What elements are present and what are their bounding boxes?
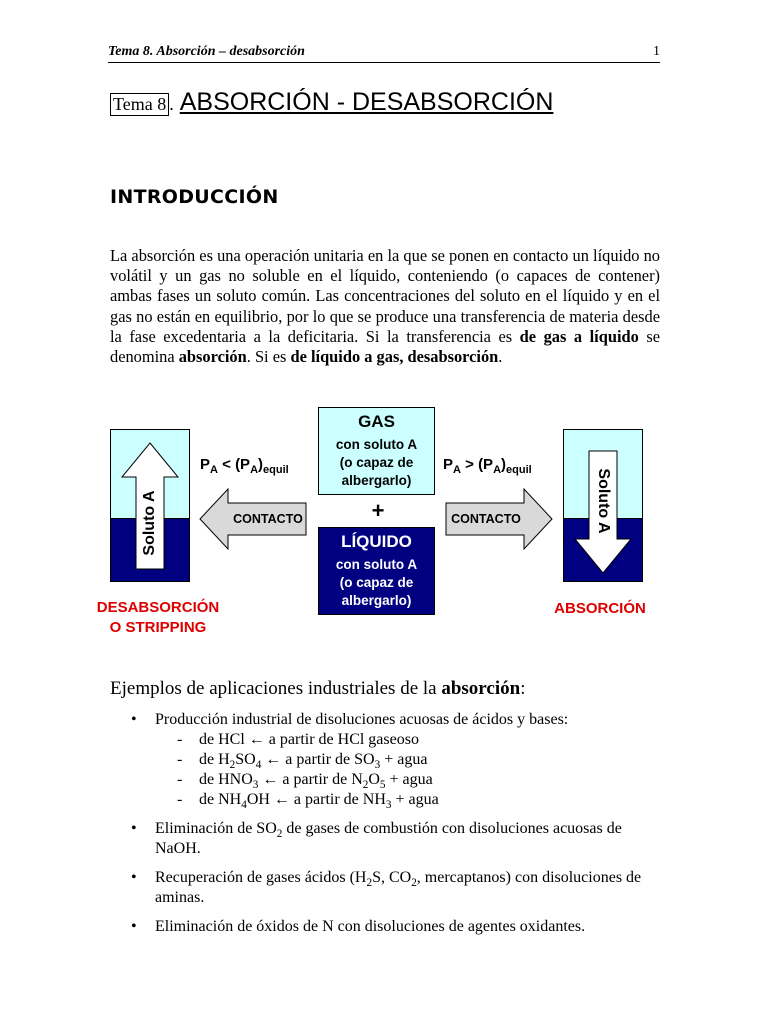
page-number: 1: [653, 44, 660, 59]
para-text-1: La absorción es una operación unitaria en la que se ponen en contacto un líquido no volátil y un gas no soluble en el líquido, conteniendo (o capaces de contener) ambas fases un soluto común. Las concentraciones del soluto en el líquido y en el gas no están en equilibrio, por lo que se produce una transferencia de materia desde la fase excedentaria a la deficitaria. Si la transferencia es: [110, 246, 660, 346]
para-bold-3: de líquido a gas, desabsorción: [290, 347, 499, 367]
section-heading-introduccion: INTRODUCCIÓN: [110, 186, 279, 208]
para-bold-1: de gas a líquido: [519, 326, 639, 346]
para-text-2: se denomina: [110, 326, 660, 367]
para-bold-2: absorción: [178, 347, 247, 367]
sub-item-nh4oh: - de $NH_4OH$ ← a partir de $NH_3$ + agua: [177, 790, 670, 810]
tema-label: Tema 8: [110, 93, 169, 116]
soluto-label-left: Soluto A: [141, 490, 158, 556]
contacto-right-label: CONTACTO: [451, 512, 521, 526]
para-text-3: . Si es: [246, 347, 291, 367]
liquid-title: LÍQUIDO: [341, 532, 412, 551]
list-item: • Eliminación de $SO_2$ de gases de combustión con disoluciones acuosas de NaOH.: [130, 819, 670, 859]
desorption-label-line1: DESABSORCIÓN: [96, 599, 220, 616]
liquid-sub-3: albergarlo): [341, 593, 412, 608]
contacto-left-label: CONTACTO: [233, 512, 303, 526]
desorption-label-line2: O STRIPPING: [109, 619, 207, 636]
sub-item-h2so4: - de $H_2SO_4$ ← a partir de $SO_3$ + agua: [177, 750, 670, 770]
gas-sub-3: albergarlo): [341, 473, 412, 488]
title-main: ABSORCIÓN - DESABSORCIÓN: [179, 88, 554, 116]
gas-title: GAS: [358, 412, 395, 431]
soluto-label-right: Soluto A: [595, 468, 612, 534]
condition-right: $P_A > (P_A)_{equil}$: [443, 456, 532, 476]
liquid-box: [318, 527, 435, 615]
gas-sub-1: con soluto A: [335, 437, 418, 452]
list-item: • Eliminación de óxidos de N con disoluciones de agentes oxidantes.: [130, 917, 670, 937]
list-item: • Recuperación de gases ácidos ($H_2S$, $CO_2$, mercaptanos) con disoluciones de aminas.: [130, 868, 670, 908]
header-title: Tema 8. Absorción – desabsorción: [108, 44, 305, 59]
sub-item-hno3: - de $HNO_3$ ← a partir de $N_2O_5$ + agua: [177, 770, 670, 790]
desorption-label: [88, 598, 228, 638]
para-text-4: .: [498, 347, 503, 367]
plus-sign: +: [371, 498, 385, 523]
list-item: • Producción industrial de disoluciones acuosas de ácidos y bases: - de HCl ← a partir de HCl gaseoso - de $H_2SO_4$ ← a partir de $SO_3$ + agua - de $HNO_3$ ← a partir de $N_2O_5$ + agua - de $NH_4OH$ ← a partir de $NH_3$ + agua: [130, 710, 670, 810]
sub-item-hcl: - de HCl ← a partir de HCl gaseoso: [177, 730, 670, 750]
liquid-sub-1: con soluto A: [335, 557, 418, 572]
sub-list: [155, 730, 670, 810]
tema-dot: .: [169, 94, 174, 114]
condition-left: $P_A < (P_A)_{equil}$: [200, 456, 289, 476]
examples-list: [130, 710, 670, 946]
gas-sub-2: (o capaz de: [339, 455, 414, 470]
absorption-label: ABSORCIÓN: [554, 600, 646, 617]
liquid-sub-2: (o capaz de: [339, 575, 414, 590]
gas-box: [318, 407, 435, 495]
examples-intro: Ejemplos de aplicaciones industriales de la absorción:: [110, 678, 526, 699]
